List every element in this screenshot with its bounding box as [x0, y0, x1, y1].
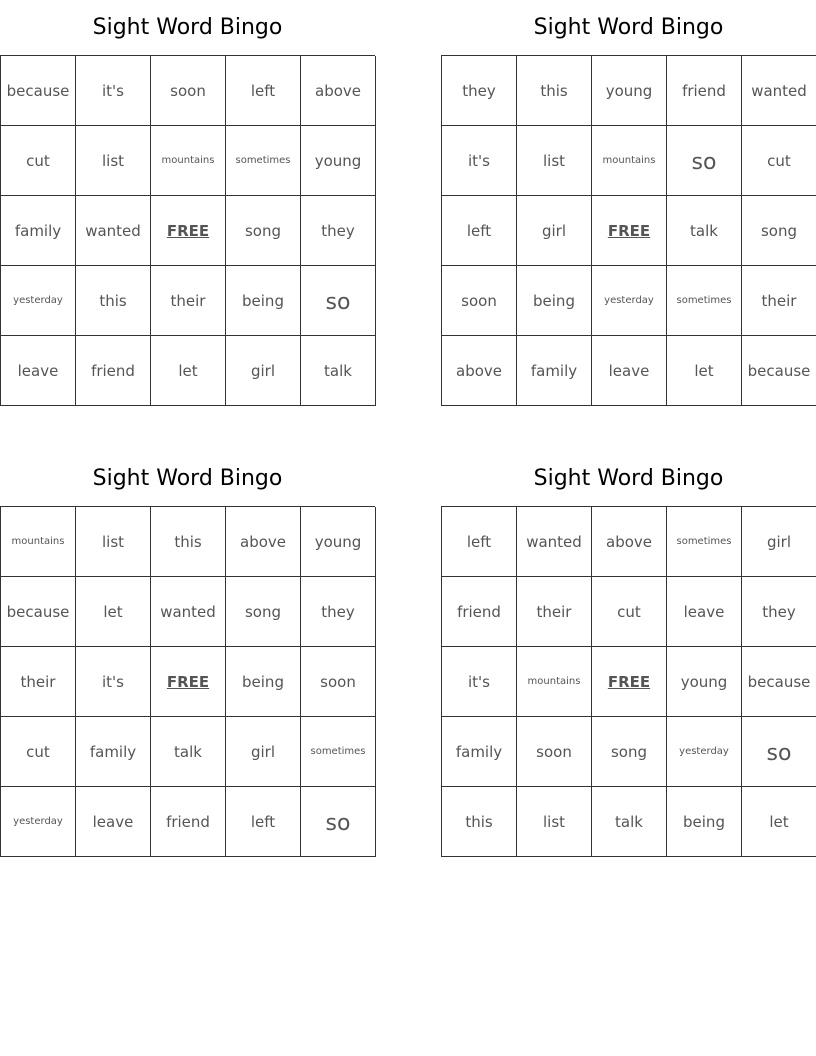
bingo-grid	[0, 506, 375, 857]
card-title: Sight Word Bingo	[92, 15, 283, 40]
bingo-card-4	[441, 451, 816, 857]
bingo-cell: family	[1, 196, 76, 266]
bingo-cell: list	[76, 507, 151, 577]
free-space-cell: FREE	[151, 647, 226, 717]
bingo-cell: family	[517, 336, 592, 406]
card-title: Sight Word Bingo	[92, 466, 283, 491]
bingo-cell: wanted	[151, 577, 226, 647]
bingo-cell: cut	[1, 717, 76, 787]
bingo-cell: yesterday	[667, 717, 742, 787]
bingo-cell: sometimes	[301, 717, 376, 787]
bingo-cell: list	[76, 126, 151, 196]
bingo-cell: cut	[1, 126, 76, 196]
bingo-cell: sometimes	[226, 126, 301, 196]
bingo-cell: left	[442, 196, 517, 266]
free-space-cell: FREE	[592, 196, 667, 266]
bingo-cell: this	[151, 507, 226, 577]
bingo-cell: mountains	[517, 647, 592, 717]
bingo-cell: so	[301, 266, 376, 336]
bingo-cell: their	[1, 647, 76, 717]
bingo-cell: because	[1, 577, 76, 647]
bingo-cell: friend	[76, 336, 151, 406]
bingo-cell: this	[442, 787, 517, 857]
bingo-cell: family	[442, 717, 517, 787]
bingo-cell: left	[226, 787, 301, 857]
bingo-cell: young	[301, 126, 376, 196]
bingo-cell: because	[742, 336, 816, 406]
bingo-cell: being	[226, 647, 301, 717]
bingo-cell: mountains	[1, 507, 76, 577]
bingo-cell: above	[442, 336, 517, 406]
bingo-cell: let	[742, 787, 816, 857]
bingo-cell: they	[442, 56, 517, 126]
card-title: Sight Word Bingo	[533, 15, 724, 40]
bingo-cell: soon	[151, 56, 226, 126]
bingo-card-2	[441, 0, 816, 406]
bingo-cell: girl	[226, 336, 301, 406]
bingo-cell: cut	[592, 577, 667, 647]
bingo-cell: wanted	[517, 507, 592, 577]
bingo-cell: leave	[667, 577, 742, 647]
bingo-cell: talk	[151, 717, 226, 787]
bingo-cell: it's	[442, 126, 517, 196]
bingo-grid	[0, 55, 375, 406]
bingo-cell: family	[76, 717, 151, 787]
bingo-cell: being	[517, 266, 592, 336]
bingo-cell: above	[226, 507, 301, 577]
bingo-cell: so	[742, 717, 816, 787]
bingo-cell: leave	[1, 336, 76, 406]
bingo-cell: mountains	[592, 126, 667, 196]
bingo-cell: song	[742, 196, 816, 266]
bingo-cell: young	[667, 647, 742, 717]
free-space-cell: FREE	[151, 196, 226, 266]
bingo-cell: talk	[301, 336, 376, 406]
bingo-cell: so	[667, 126, 742, 196]
bingo-cell: list	[517, 787, 592, 857]
bingo-cell: song	[592, 717, 667, 787]
bingo-cell: cut	[742, 126, 816, 196]
bingo-cell: yesterday	[1, 266, 76, 336]
card-title: Sight Word Bingo	[533, 466, 724, 491]
bingo-cell: their	[151, 266, 226, 336]
bingo-cell: because	[1, 56, 76, 126]
bingo-cell: leave	[76, 787, 151, 857]
bingo-card-3	[0, 451, 375, 857]
bingo-grid	[441, 55, 816, 406]
free-space-cell: FREE	[592, 647, 667, 717]
bingo-cell: yesterday	[592, 266, 667, 336]
bingo-cell: soon	[301, 647, 376, 717]
bingo-cell: this	[76, 266, 151, 336]
bingo-cell: let	[151, 336, 226, 406]
bingo-cell: song	[226, 196, 301, 266]
bingo-cell: their	[517, 577, 592, 647]
bingo-cell: soon	[517, 717, 592, 787]
bingo-cell: because	[742, 647, 816, 717]
bingo-cell: they	[742, 577, 816, 647]
bingo-cell: so	[301, 787, 376, 857]
bingo-cell: this	[517, 56, 592, 126]
bingo-cell: it's	[442, 647, 517, 717]
bingo-cell: sometimes	[667, 266, 742, 336]
bingo-cell: they	[301, 577, 376, 647]
bingo-cell: above	[301, 56, 376, 126]
bingo-cell: they	[301, 196, 376, 266]
bingo-cell: above	[592, 507, 667, 577]
bingo-cell: being	[226, 266, 301, 336]
bingo-cell: being	[667, 787, 742, 857]
bingo-cell: friend	[151, 787, 226, 857]
bingo-cell: it's	[76, 647, 151, 717]
bingo-cell: left	[442, 507, 517, 577]
bingo-cell: girl	[226, 717, 301, 787]
bingo-cell: friend	[667, 56, 742, 126]
bingo-cell: friend	[442, 577, 517, 647]
bingo-cell: soon	[442, 266, 517, 336]
bingo-cell: sometimes	[667, 507, 742, 577]
bingo-cell: girl	[517, 196, 592, 266]
bingo-cell: young	[592, 56, 667, 126]
bingo-cell: young	[301, 507, 376, 577]
bingo-cell: girl	[742, 507, 816, 577]
bingo-cell: their	[742, 266, 816, 336]
bingo-grid	[441, 506, 816, 857]
bingo-cell: it's	[76, 56, 151, 126]
bingo-cell: left	[226, 56, 301, 126]
bingo-cell: yesterday	[1, 787, 76, 857]
bingo-cell: leave	[592, 336, 667, 406]
bingo-cell: song	[226, 577, 301, 647]
bingo-cell: mountains	[151, 126, 226, 196]
bingo-cell: list	[517, 126, 592, 196]
bingo-cell: wanted	[742, 56, 816, 126]
bingo-cell: talk	[592, 787, 667, 857]
bingo-cell: let	[76, 577, 151, 647]
bingo-card-1	[0, 0, 375, 406]
bingo-cell: talk	[667, 196, 742, 266]
bingo-cell: wanted	[76, 196, 151, 266]
bingo-cell: let	[667, 336, 742, 406]
